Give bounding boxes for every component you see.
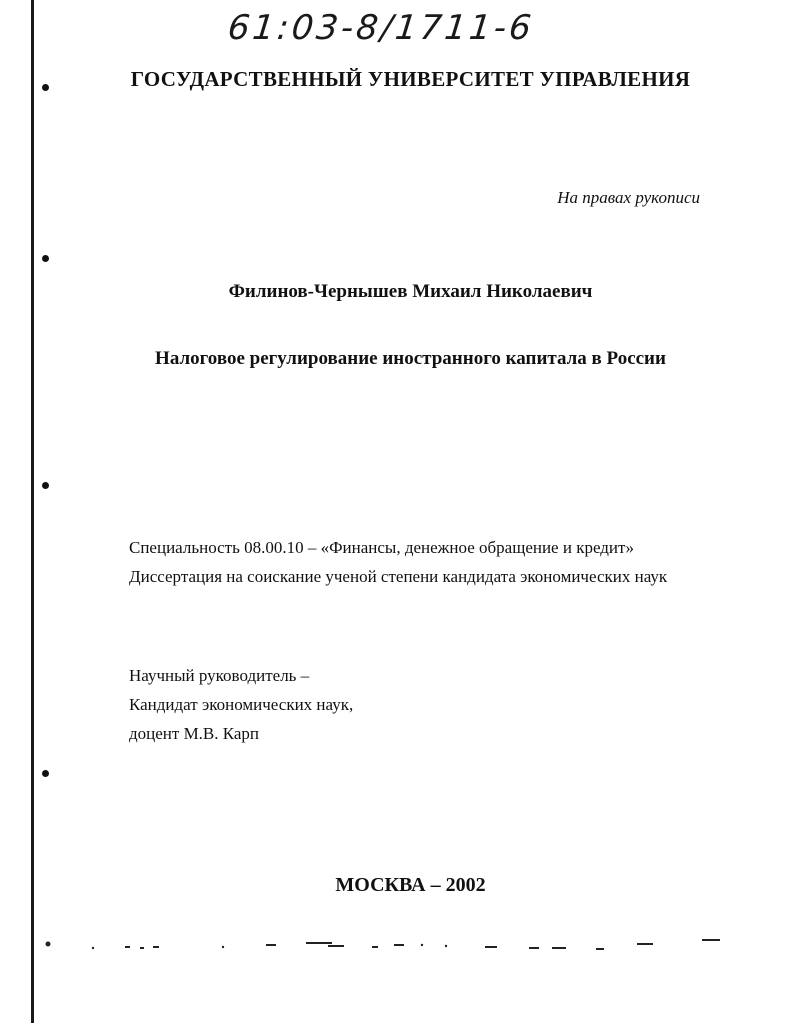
archive-code: 61:03-8/1711-6 xyxy=(225,8,536,48)
supervisor-name: доцент М.В. Карп xyxy=(129,724,260,743)
dissertation-title: Налоговое регулирование иностранного капитала в России xyxy=(155,348,666,369)
supervisor-degree: Кандидат экономических наук, xyxy=(129,695,354,714)
rights-note: На правах рукописи xyxy=(557,188,700,207)
supervisor-label: Научный руководитель – xyxy=(129,666,310,685)
binding-line xyxy=(31,0,34,1023)
university-name: ГОСУДАРСТВЕННЫЙ УНИВЕРСИТЕТ УПРАВЛЕНИЯ xyxy=(130,67,691,91)
specialty-line: Специальность 08.00.10 – «Финансы, денежное обращение и кредит» xyxy=(129,538,634,557)
punch-dot xyxy=(42,770,49,777)
punch-dot xyxy=(42,482,49,489)
city-year: МОСКВА – 2002 xyxy=(335,874,486,896)
scan-noise xyxy=(0,930,791,960)
author-name: Филинов-Чернышев Михаил Николаевич xyxy=(228,281,593,302)
punch-dot xyxy=(42,255,49,262)
dissertation-line: Диссертация на соискание ученой степени кандидата экономических наук xyxy=(129,567,668,586)
